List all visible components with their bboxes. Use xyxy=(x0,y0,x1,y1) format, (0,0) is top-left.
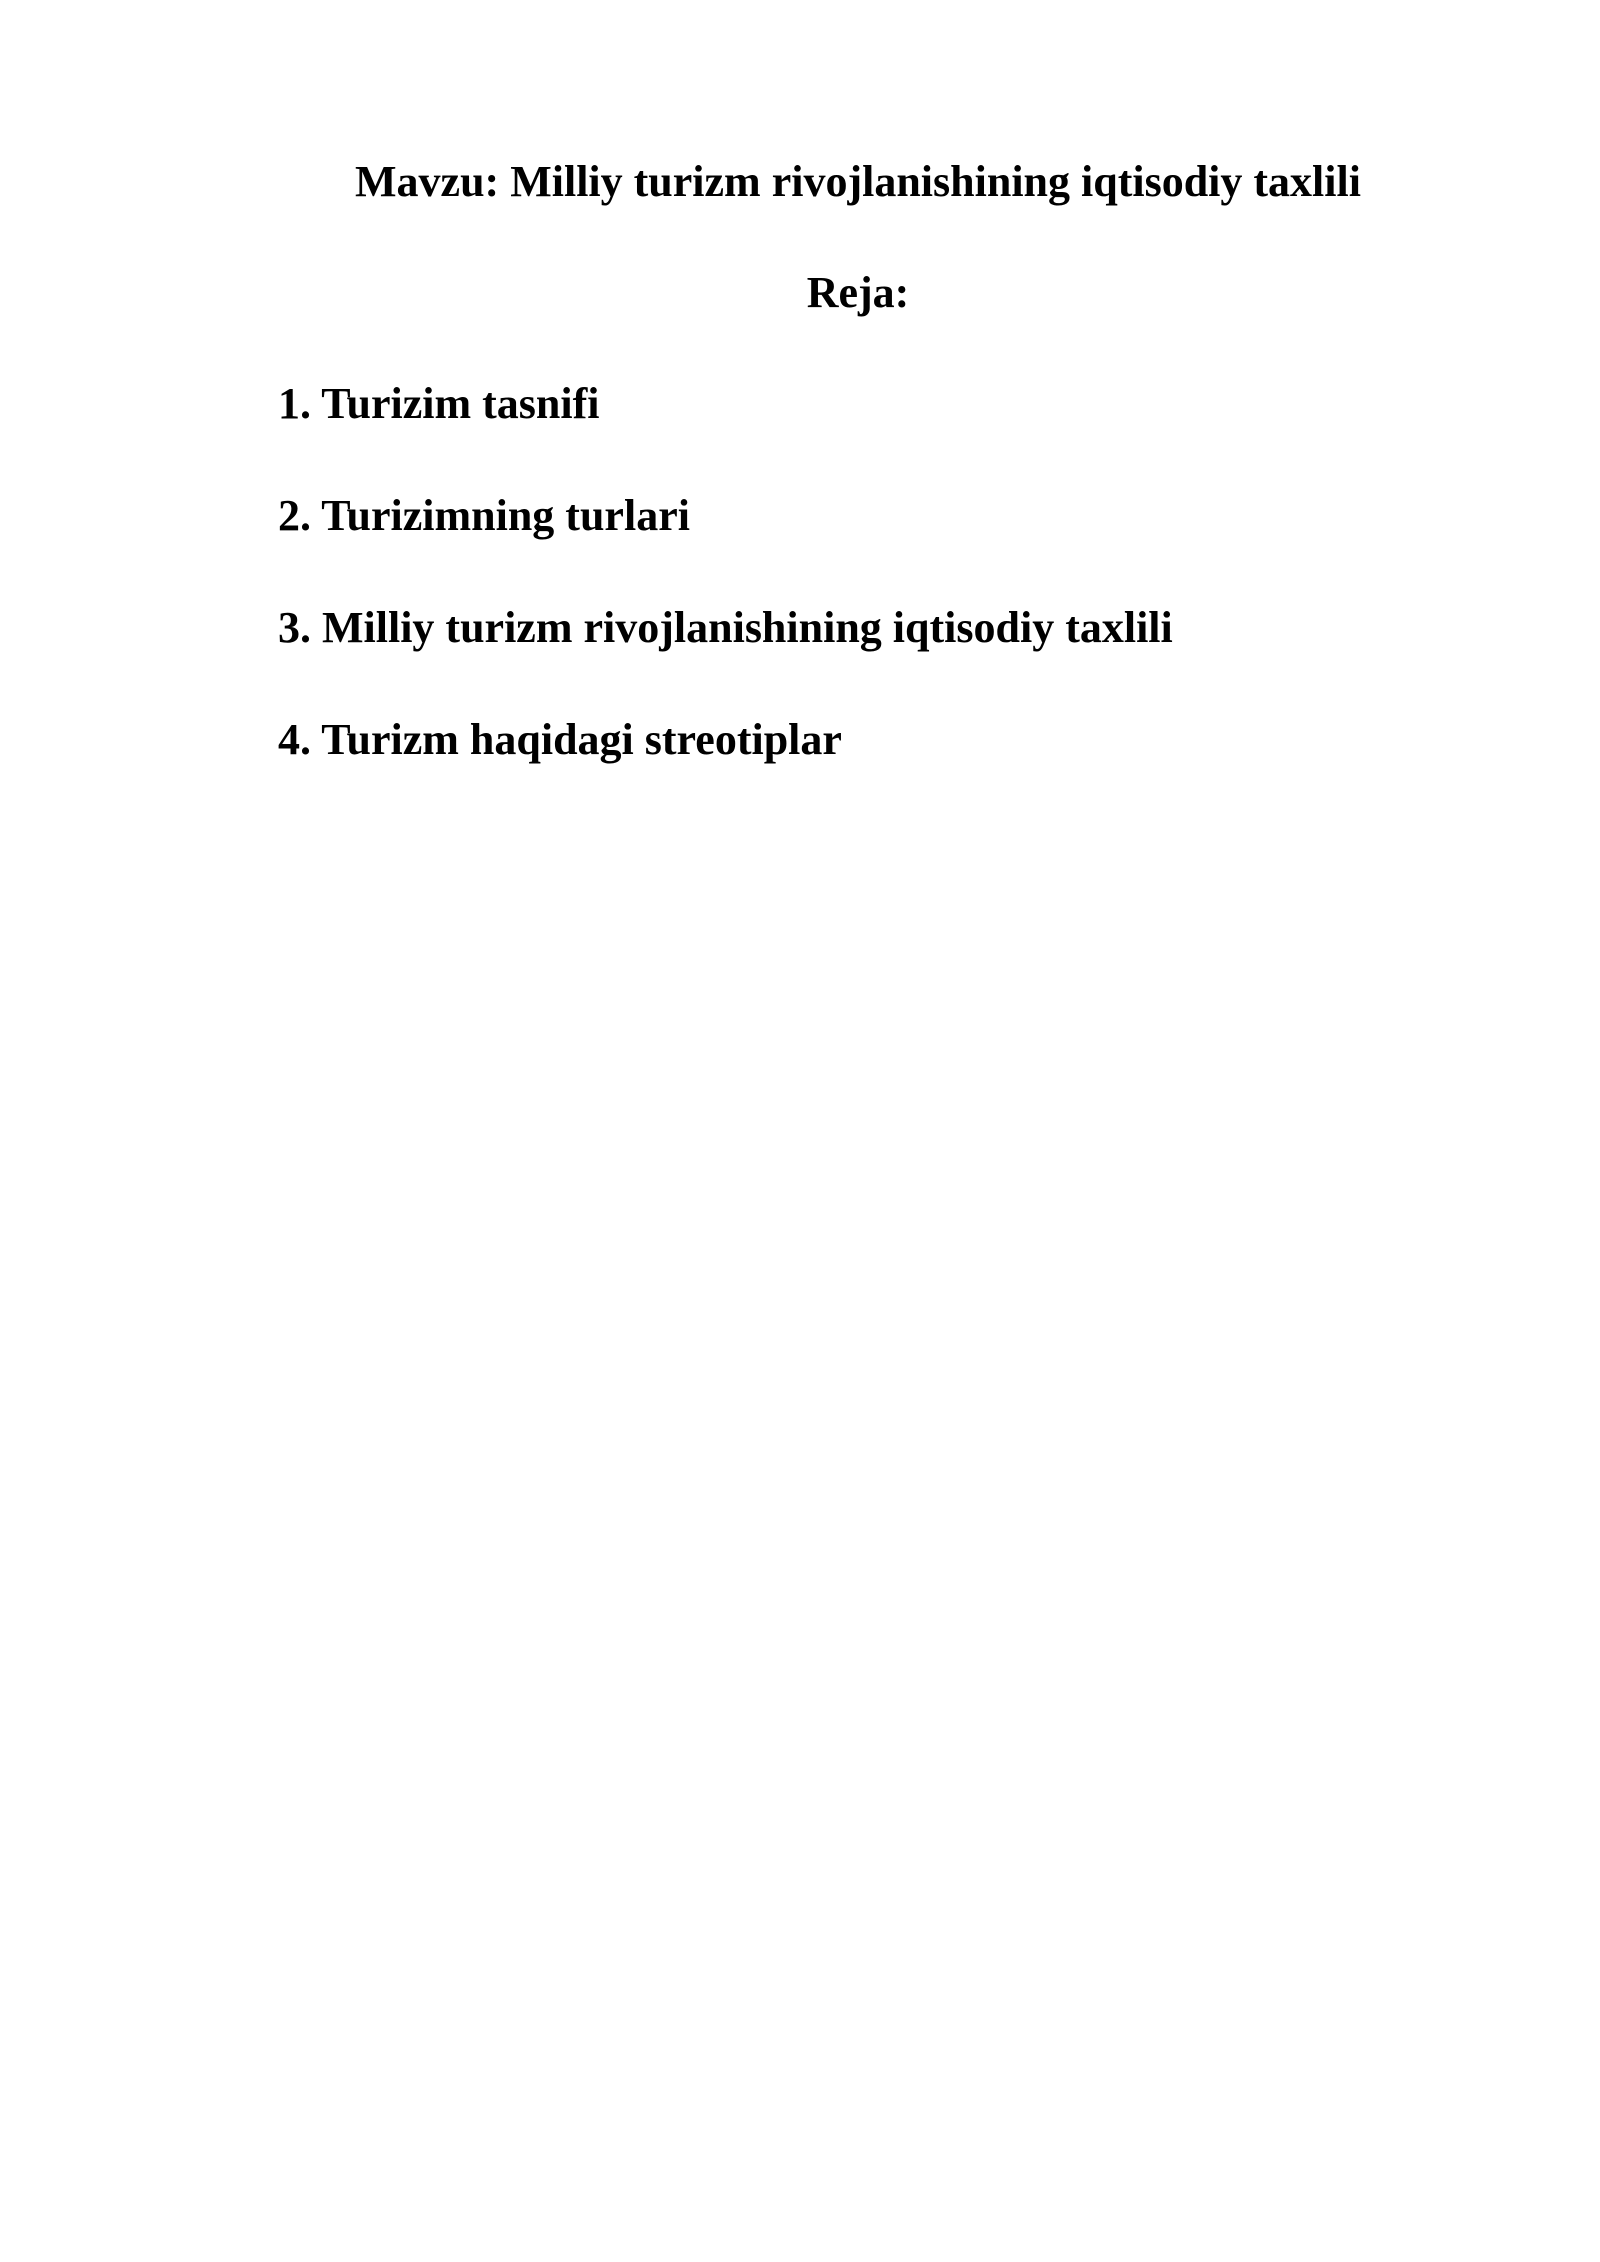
document-title: Mavzu: Milliy turizm rivojlanishining iqtisodiy taxlili xyxy=(355,157,1361,206)
plan-item: 1. Turizim tasnifi xyxy=(278,379,600,428)
plan-list xyxy=(278,376,1173,824)
plan-item: 4. Turizm haqidagi streotiplar xyxy=(278,715,842,764)
plan-item: 2. Turizimning turlari xyxy=(278,491,690,540)
plan-item: 3. Milliy turizm rivojlanishining iqtisodiy taxlili xyxy=(278,603,1173,652)
plan-heading: Reja: xyxy=(806,268,910,317)
